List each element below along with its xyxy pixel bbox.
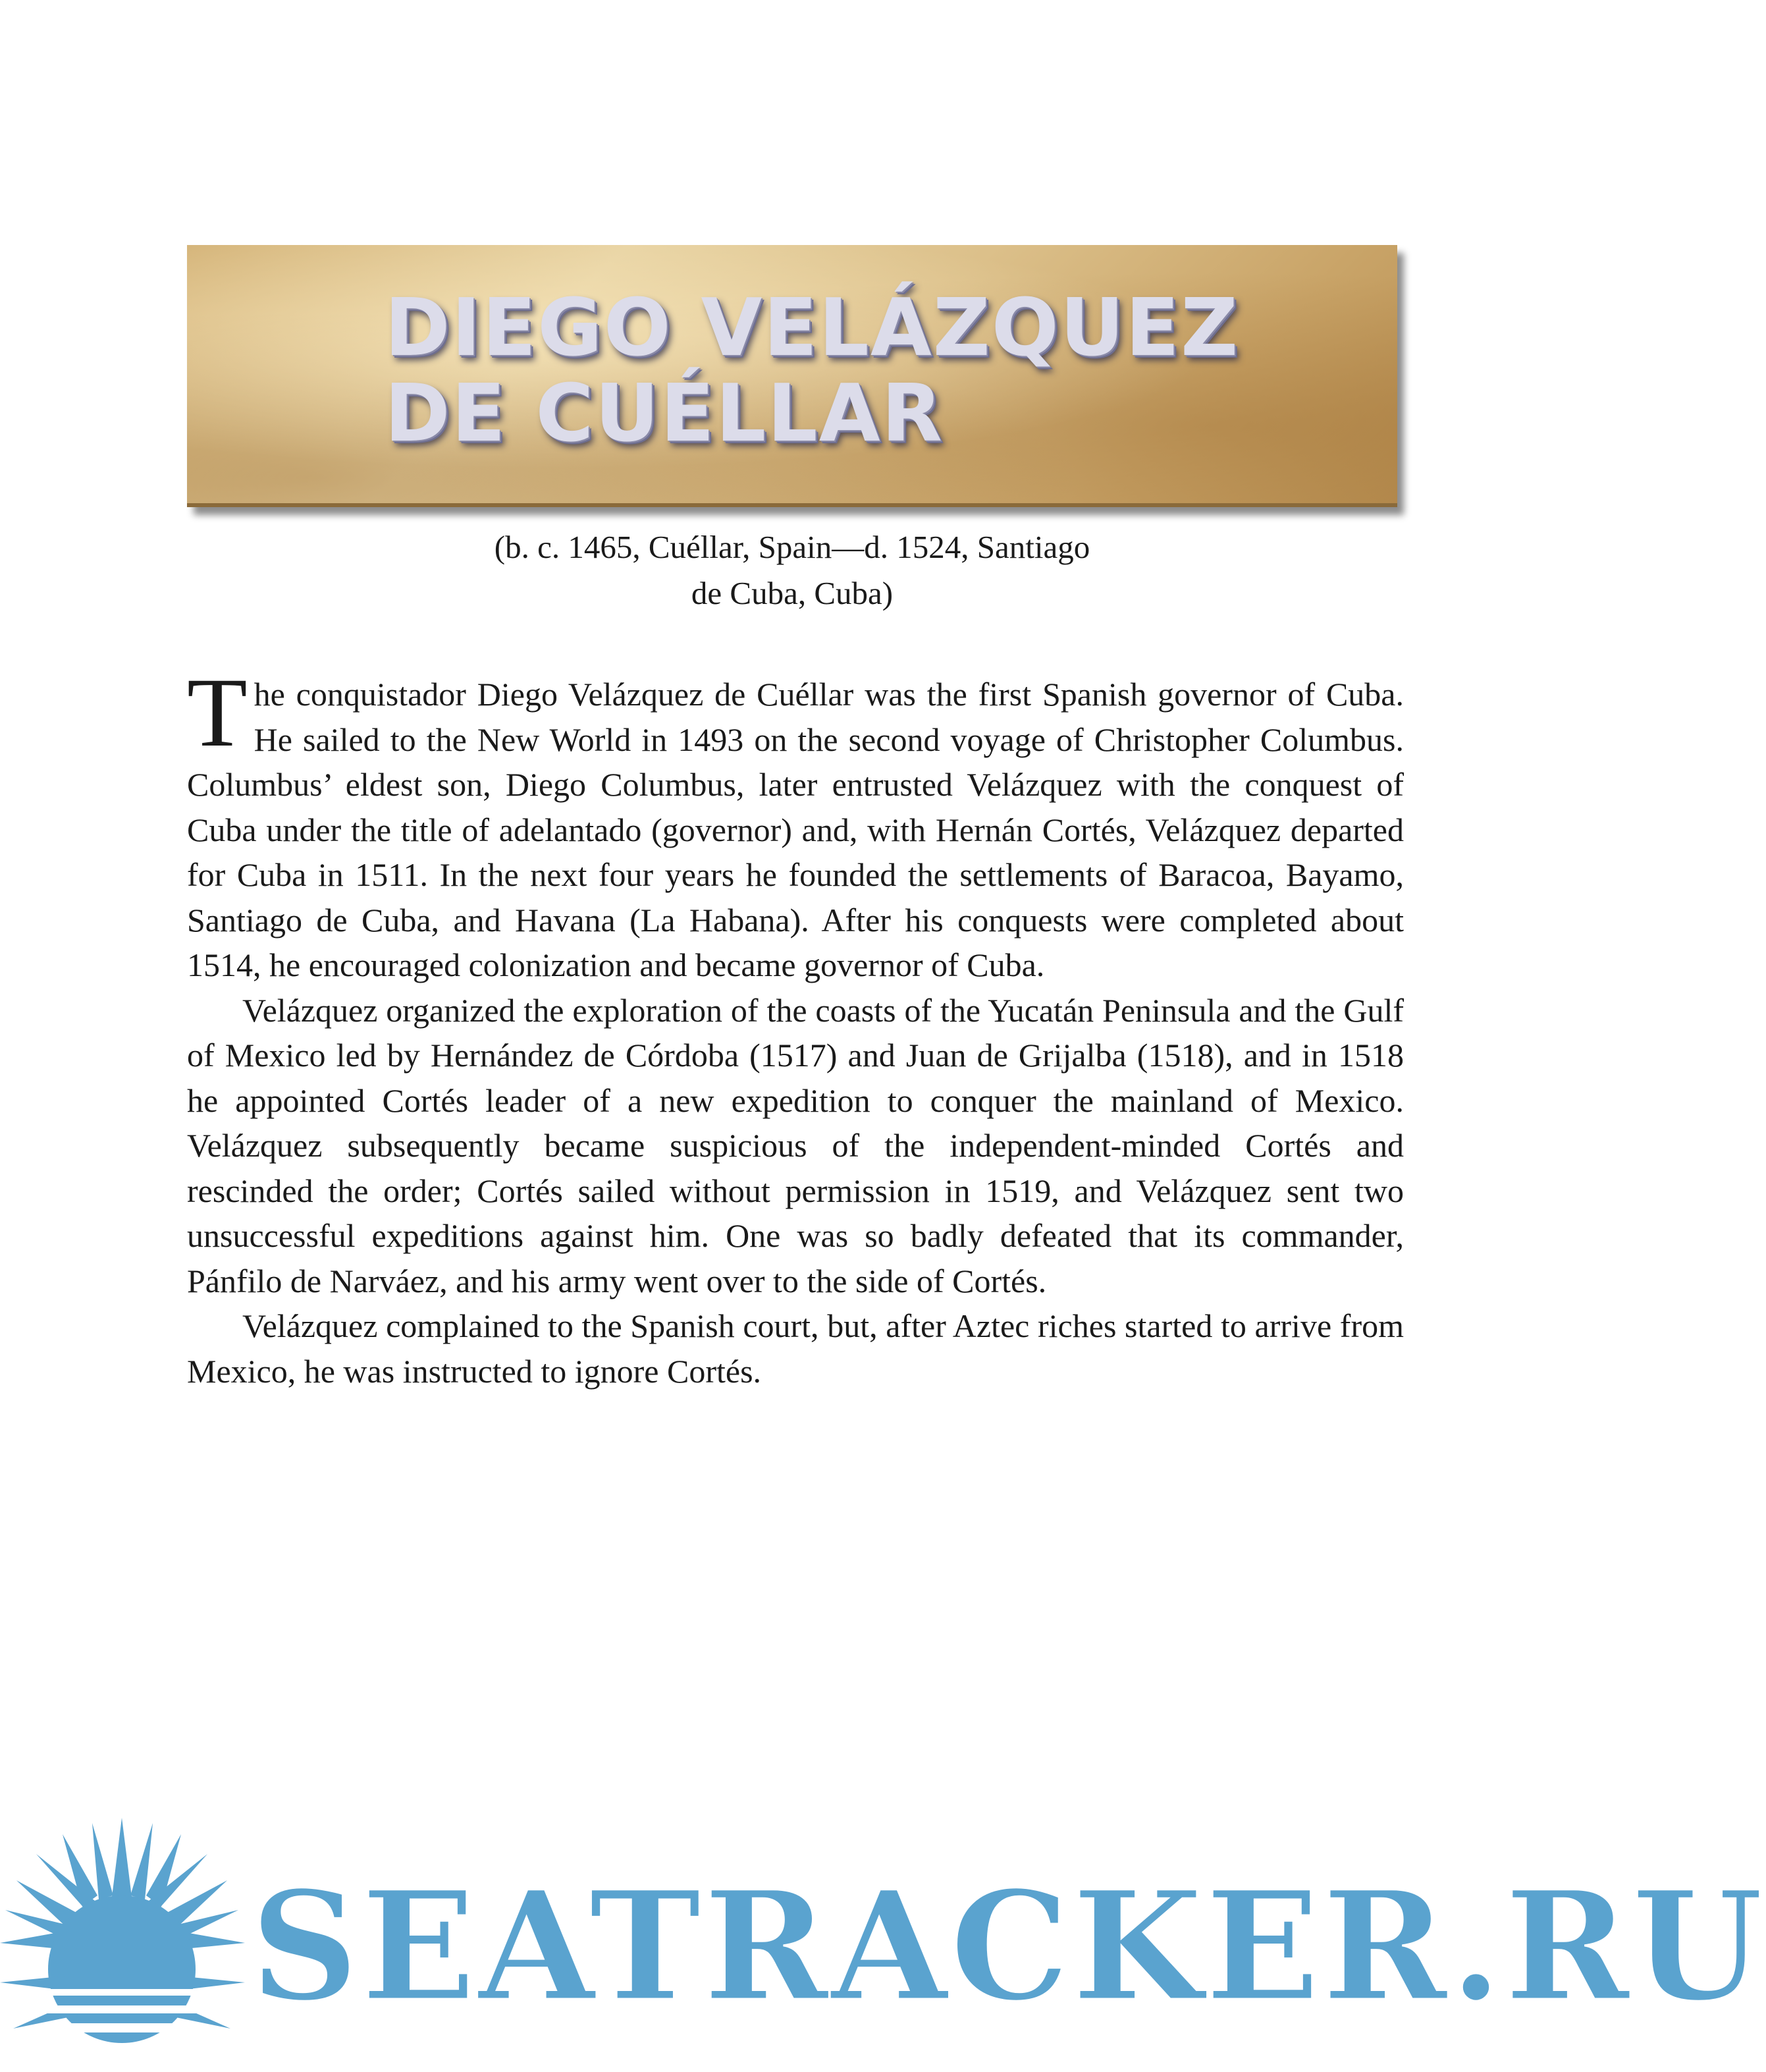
page-title [385, 283, 1240, 460]
title-banner [187, 245, 1397, 507]
life-dates [187, 524, 1397, 616]
life-dates-line-2: de Cuba, Cuba) [691, 575, 894, 611]
sun-icon [0, 1818, 250, 2072]
title-line-1: DIEGO VELÁZQUEZ [385, 283, 1240, 374]
paragraph-1-text: he conquistador Diego Velázquez de Cuéllar was the first Spanish governor of Cuba. He sailed to the New World in 1493 on the second voyage of Christopher Columbus. Columbus’ eldest son, Diego Columbus, later entrusted Velázquez with the conquest of Cuba under the title of adelantado (governor) and, with Hernán Cortés, Velázquez departed for Cuba in 1511. In the next four years he founded the settlements of Baracoa, Bayamo, Santiago de Cuba, and Havana (La Habana). After his conquests were completed about 1514, he encouraged colonization and became governor of Cuba. [187, 676, 1404, 983]
drop-cap: T [187, 658, 248, 767]
article-body [187, 658, 1404, 1394]
watermark-text: SEATRACKER.RU [250, 1858, 1766, 2034]
paragraph-1 [187, 658, 1404, 988]
title-line-2: DE CUÉLLAR [385, 368, 944, 460]
life-dates-line-1: (b. c. 1465, Cuéllar, Spain—d. 1524, Santiago [494, 529, 1090, 565]
paragraph-3: Velázquez complained to the Spanish court, but, after Aztec riches started to arrive from Mexico, he was instructed to ignore Cortés. [187, 1307, 1404, 1390]
watermark [0, 1818, 1766, 2072]
paragraph-2: Velázquez organized the exploration of the coasts of the Yucatán Peninsula and the Gulf of Mexico led by Hernández de Córdoba (1517) and Juan de Grijalba (1518), and in 1518 he appointed Cortés leader of a new expedition to conquer the mainland of Mexico. Velázquez subsequently became suspicious of the independent-minded Cortés and rescinded the order; Cortés sailed without permission in 1519, and Velázquez sent two unsuccessful expeditions against him. One was so badly defeated that its commander, Pánfilo de Narváez, and his army went over to the side of Cortés. [187, 991, 1404, 1299]
